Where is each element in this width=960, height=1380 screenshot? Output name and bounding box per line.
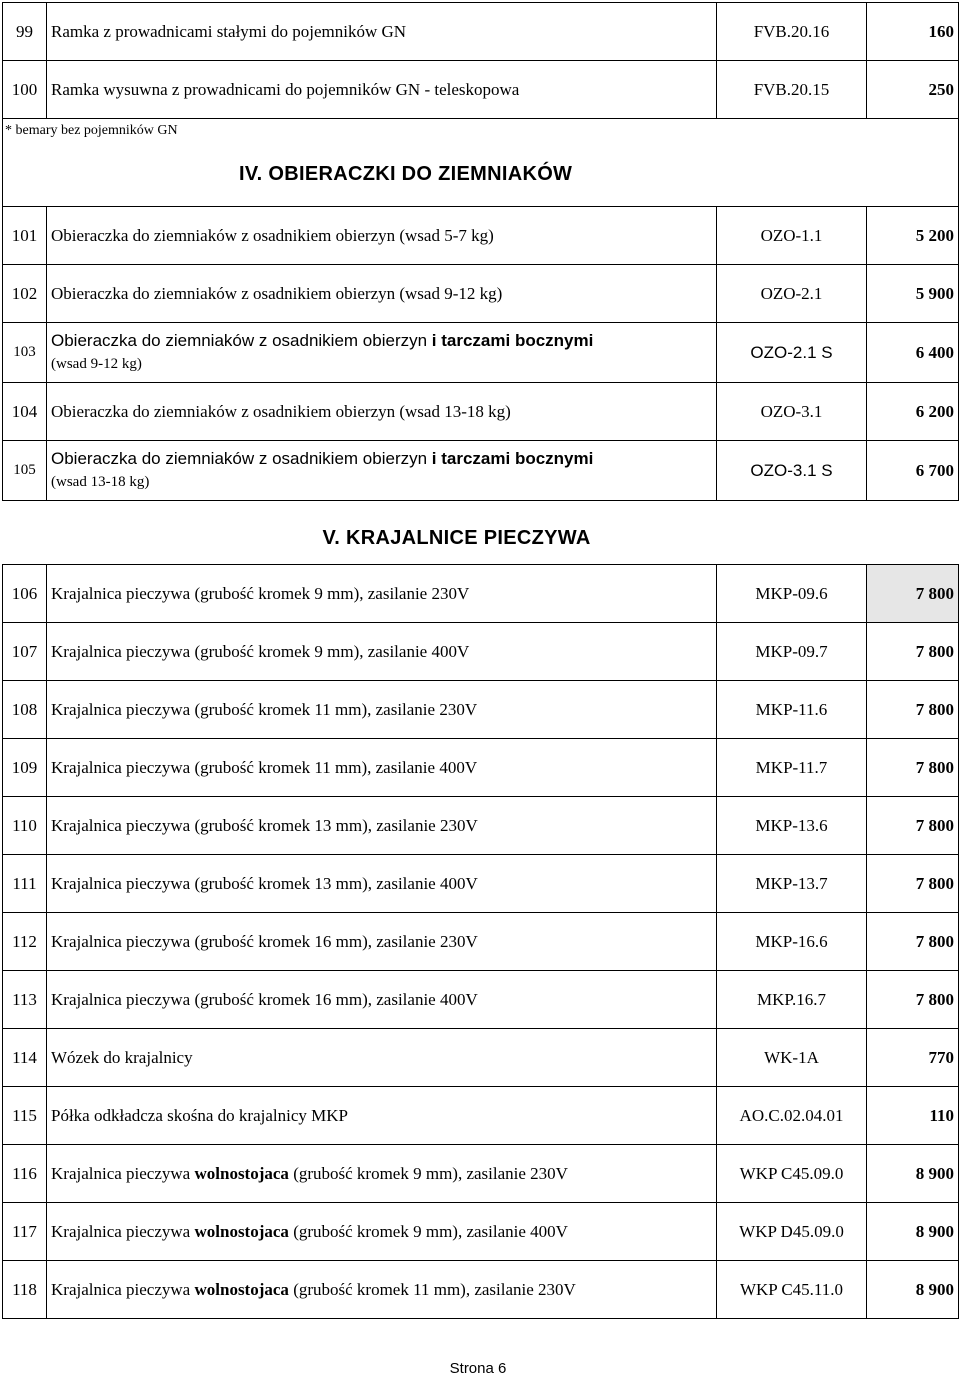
item-price: 7 800 <box>867 565 959 623</box>
item-description <box>47 1261 717 1319</box>
item-price: 6 700 <box>867 441 959 501</box>
description-prefix: Krajalnica pieczywa <box>51 1279 191 1299</box>
item-code: MKP.16.7 <box>717 971 867 1029</box>
item-description: Ramka z prowadnicami stałymi do pojemników GN <box>47 3 717 61</box>
table-row <box>3 1029 959 1087</box>
item-price: 7 800 <box>867 681 959 739</box>
item-code: MKP-09.7 <box>717 623 867 681</box>
item-price: 7 800 <box>867 855 959 913</box>
item-price: 7 800 <box>867 797 959 855</box>
table-row <box>3 855 959 913</box>
row-number: 103 <box>3 323 47 383</box>
row-number: 118 <box>3 1261 47 1319</box>
row-number: 102 <box>3 265 47 323</box>
item-price: 8 900 <box>867 1145 959 1203</box>
table-row <box>3 323 959 383</box>
row-number: 106 <box>3 565 47 623</box>
description-bold: wolnostojaca <box>194 1279 289 1299</box>
item-price: 8 900 <box>867 1203 959 1261</box>
table-row <box>3 681 959 739</box>
description-suffix: (grubość kromek 9 mm), zasilanie 400V <box>293 1221 568 1241</box>
description-bold: wolnostojaca <box>194 1221 289 1241</box>
row-number: 100 <box>3 61 47 119</box>
item-price: 7 800 <box>867 623 959 681</box>
table-row <box>3 739 959 797</box>
section-header <box>3 143 959 207</box>
row-number: 113 <box>3 971 47 1029</box>
price-list-table <box>2 2 959 1319</box>
item-price: 7 800 <box>867 971 959 1029</box>
item-description: Krajalnica pieczywa (grubość kromek 16 mm), zasilanie 400V <box>47 971 717 1029</box>
section-title: IV. OBIERACZKI DO ZIEMNIAKÓW <box>3 143 959 207</box>
row-number: 112 <box>3 913 47 971</box>
table-row <box>3 61 959 119</box>
description-bold: i tarczami bocznymi <box>431 449 594 468</box>
item-code: MKP-13.6 <box>717 797 867 855</box>
row-number: 110 <box>3 797 47 855</box>
item-description <box>47 441 717 501</box>
item-code: AO.C.02.04.01 <box>717 1087 867 1145</box>
row-number: 104 <box>3 383 47 441</box>
item-code: WKP C45.09.0 <box>717 1145 867 1203</box>
item-price: 8 900 <box>867 1261 959 1319</box>
item-price: 770 <box>867 1029 959 1087</box>
table-row <box>3 1145 959 1203</box>
table-row <box>3 1203 959 1261</box>
item-description: Krajalnica pieczywa (grubość kromek 16 mm), zasilanie 230V <box>47 913 717 971</box>
item-description: Półka odkładcza skośna do krajalnicy MKP <box>47 1087 717 1145</box>
item-price: 6 400 <box>867 323 959 383</box>
description-prefix: Krajalnica pieczywa <box>51 1163 191 1183</box>
page-number-label: Strona 6 <box>449 1360 507 1377</box>
table-row <box>3 971 959 1029</box>
item-code: MKP-16.6 <box>717 913 867 971</box>
item-price: 7 800 <box>867 913 959 971</box>
table-row <box>3 207 959 265</box>
note-row <box>3 119 959 143</box>
item-code: MKP-09.6 <box>717 565 867 623</box>
item-price: 5 900 <box>867 265 959 323</box>
description-suffix: (grubość kromek 11 mm), zasilanie 230V <box>293 1279 576 1299</box>
item-description: Krajalnica pieczywa (grubość kromek 11 mm), zasilanie 230V <box>47 681 717 739</box>
description-prefix: Krajalnica pieczywa <box>51 1221 191 1241</box>
item-description <box>47 323 717 383</box>
row-number: 105 <box>3 441 47 501</box>
item-code: MKP-13.7 <box>717 855 867 913</box>
item-price: 5 200 <box>867 207 959 265</box>
item-price: 160 <box>867 3 959 61</box>
item-description: Krajalnica pieczywa (grubość kromek 13 mm), zasilanie 230V <box>47 797 717 855</box>
table-row <box>3 3 959 61</box>
item-description: Obieraczka do ziemniaków z osadnikiem obierzyn (wsad 5-7 kg) <box>47 207 717 265</box>
table-row <box>3 1087 959 1145</box>
description-bold: i tarczami bocznymi <box>431 331 594 350</box>
row-number: 114 <box>3 1029 47 1087</box>
table-row <box>3 565 959 623</box>
item-price: 110 <box>867 1087 959 1145</box>
item-code: WKP D45.09.0 <box>717 1203 867 1261</box>
table-row <box>3 265 959 323</box>
description-sub: (wsad 9-12 kg) <box>51 356 142 372</box>
row-number: 108 <box>3 681 47 739</box>
item-description <box>47 1145 717 1203</box>
item-code: WKP C45.11.0 <box>717 1261 867 1319</box>
footnote-text: * bemary bez pojemników GN <box>3 119 959 143</box>
item-code: OZO-3.1 S <box>717 441 867 501</box>
section-title: V. KRAJALNICE PIECZYWA <box>3 501 959 565</box>
table-row <box>3 441 959 501</box>
row-number: 107 <box>3 623 47 681</box>
item-price: 7 800 <box>867 739 959 797</box>
table-row <box>3 797 959 855</box>
description-bold: wolnostojaca <box>194 1163 289 1183</box>
item-code: FVB.20.15 <box>717 61 867 119</box>
row-number: 115 <box>3 1087 47 1145</box>
row-number: 99 <box>3 3 47 61</box>
table-row <box>3 623 959 681</box>
item-description <box>47 1203 717 1261</box>
item-description: Krajalnica pieczywa (grubość kromek 13 mm), zasilanie 400V <box>47 855 717 913</box>
table-row <box>3 383 959 441</box>
item-description: Krajalnica pieczywa (grubość kromek 9 mm), zasilanie 230V <box>47 565 717 623</box>
item-description: Ramka wysuwna z prowadnicami do pojemników GN - teleskopowa <box>47 61 717 119</box>
row-number: 101 <box>3 207 47 265</box>
item-code: FVB.20.16 <box>717 3 867 61</box>
description-main: Obieraczka do ziemniaków z osadnikiem obierzyn <box>51 331 428 350</box>
table-row <box>3 913 959 971</box>
item-description: Wózek do krajalnicy <box>47 1029 717 1087</box>
row-number: 109 <box>3 739 47 797</box>
item-code: WK-1A <box>717 1029 867 1087</box>
table-row <box>3 1261 959 1319</box>
item-description: Krajalnica pieczywa (grubość kromek 9 mm), zasilanie 400V <box>47 623 717 681</box>
item-price: 250 <box>867 61 959 119</box>
item-code: OZO-3.1 <box>717 383 867 441</box>
description-suffix: (grubość kromek 9 mm), zasilanie 230V <box>293 1163 568 1183</box>
page-footer <box>0 1360 960 1377</box>
item-code: MKP-11.7 <box>717 739 867 797</box>
section-header <box>3 501 959 565</box>
item-code: OZO-1.1 <box>717 207 867 265</box>
item-description: Obieraczka do ziemniaków z osadnikiem obierzyn (wsad 13-18 kg) <box>47 383 717 441</box>
item-description: Obieraczka do ziemniaków z osadnikiem obierzyn (wsad 9-12 kg) <box>47 265 717 323</box>
item-code: OZO-2.1 <box>717 265 867 323</box>
row-number: 111 <box>3 855 47 913</box>
row-number: 116 <box>3 1145 47 1203</box>
description-main: Obieraczka do ziemniaków z osadnikiem obierzyn <box>51 449 428 468</box>
item-price: 6 200 <box>867 383 959 441</box>
item-description: Krajalnica pieczywa (grubość kromek 11 mm), zasilanie 400V <box>47 739 717 797</box>
row-number: 117 <box>3 1203 47 1261</box>
item-code: MKP-11.6 <box>717 681 867 739</box>
item-code: OZO-2.1 S <box>717 323 867 383</box>
description-sub: (wsad 13-18 kg) <box>51 474 150 490</box>
